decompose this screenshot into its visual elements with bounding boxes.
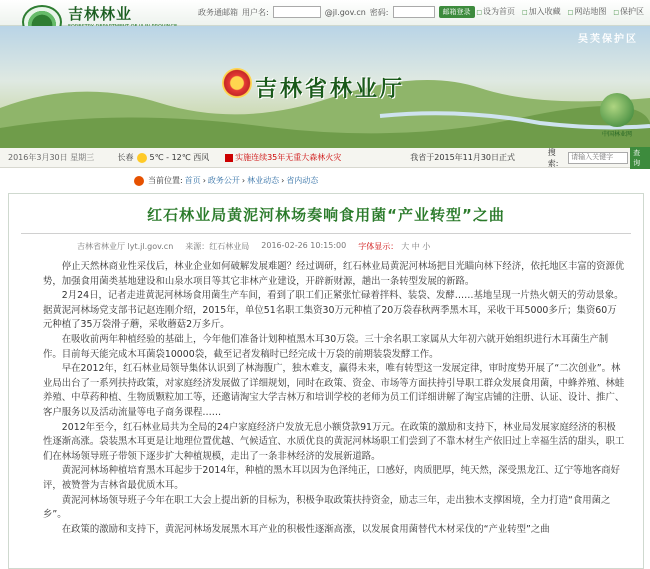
china-forestry-label: 中国林业网 [601, 131, 632, 138]
article [8, 193, 644, 569]
news-ticker: 我省于2015年11月30日正式 [410, 153, 516, 162]
china-forestry-link[interactable] [594, 93, 640, 138]
font-size-options[interactable]: 大 中 小 [401, 242, 431, 251]
article-title: 红石林业局黄泥河林场奏响食用菌“产业转型”之曲 [147, 206, 505, 224]
font-size-label: 字体显示： [358, 242, 399, 251]
username-input[interactable] [273, 6, 321, 18]
username-label: 用户名: [242, 7, 269, 17]
password-input[interactable] [393, 6, 435, 18]
breadcrumb-home[interactable]: 首页 [184, 176, 201, 185]
top-links [476, 6, 644, 17]
paragraph: 在政策的激励和支持下，黄泥河林场发展黑木耳产业的积极性逐渐高涨，以发展食用菌替代木材采伐的“产业转型”之曲 [61, 523, 550, 535]
paragraph: 在吸收前两年种植经验的基础上，今年他们准备计划种植黑木耳30万袋。三十余名职工家属从大年初六就开始组织进行木耳菌生产制作。目前每天能完成木耳菌袋10000袋，截至记者发稿时已经完成十万袋的前期装袋发酵工作。 [43, 333, 609, 360]
title-divider [21, 233, 631, 234]
notice-text: 实施连续35年无重大森林火灾 [235, 153, 342, 162]
article-time: 2016-02-26 10:15:00 [261, 241, 347, 250]
paragraph: 黄泥河林场种植培育黑木耳起步于2014年，种植的黑木耳以因为色泽纯正，口感好，肉质肥厚，纯天然，深受黑龙江、辽宁等地客商好评，被赞誉为吉林省最优质木耳。 [43, 465, 621, 491]
add-favorite-link[interactable]: □ 加入收藏 [522, 6, 561, 17]
banner-tag: 吴芙保护区 [578, 34, 638, 45]
set-homepage-link[interactable]: □ 设为首页 [476, 6, 515, 17]
paragraph: 2月24日，记者走进黄泥河林场食用菌生产车间，看到了职工们正紧张忙碌着拌料、装袋、发酵……基地呈现一片热火朝天的劳动景象。据黄泥河林场党支部书记赵连刚介绍，2015年，单位51名职工集资30万元种植了20万袋春秋两季黑木耳，采收干耳5000多斤；集资60万元种植了35万袋滑子蘑，采收蘑菇2万多斤。 [43, 290, 624, 331]
banner [0, 26, 650, 148]
logo-name: 吉林林业 [68, 5, 133, 23]
weather-temp: 5℃ - 12℃ 西风 [149, 153, 210, 162]
breadcrumb-prefix: 当前位置: [148, 176, 183, 185]
site-map-link[interactable]: □ 网站地图 [568, 6, 607, 17]
sun-icon [137, 153, 147, 163]
password-label: 密码: [369, 7, 389, 17]
domain-suffix: @jl.gov.cn [324, 7, 366, 17]
mail-login-label: 政务通邮箱 [198, 7, 238, 17]
article-site: 吉林省林业厅 lyt.jl.gov.cn [77, 242, 174, 251]
paragraph: 停止天然林商业性采伐后，林业企业如何破解发展难题？经过调研，红石林业局黄泥河林场把目光瞄向林下经济，依托地区丰富的资源优势，加强食用菌类基地建设和山泉水项目等其它非林产业建设，开辟新财源，趟出一条转型发展的新路。 [43, 261, 625, 287]
breadcrumb [134, 175, 318, 186]
paragraph: 黄泥河林场领导班子今年在职工大会上提出新的目标为，积极争取政策扶持资金，励志三年，走出独木支撑困境，全力打造“食用菌之乡”。 [43, 494, 611, 521]
reserve-link[interactable]: □ 保护区 [613, 6, 644, 17]
breadcrumb-separator: › [281, 176, 285, 185]
china-forestry-icon [600, 93, 634, 127]
top-bar [0, 0, 650, 26]
article-origin: 来源：红石林业局 [185, 242, 250, 251]
scrolling-notice[interactable] [225, 152, 410, 163]
location-icon [134, 176, 144, 186]
article-body [9, 252, 643, 537]
page-title: 吉林省林业厅 [255, 77, 406, 102]
national-emblem-icon [222, 68, 252, 98]
breadcrumb-separator: › [241, 176, 246, 185]
breadcrumb-gov-affairs[interactable]: 政务公开 [207, 176, 240, 185]
mail-login [198, 6, 475, 18]
article-meta [9, 241, 643, 252]
breadcrumb-separator: › [202, 176, 206, 185]
weather-city: 长春 [117, 153, 134, 162]
search-label: 搜索: [547, 147, 559, 168]
current-date: 2016年3月30日 星期三 [8, 153, 95, 162]
paragraph: 2012年至今，红石林业局共为全局的24户家庭经济户发放无息小额贷款91万元。在政策的激励和支持下，林业局发展家庭经济的积极性逐渐高涨。袋装黑木耳更是让地理位置优越、气候适宜、水质优良的黄泥河林场职工们尝到了不靠木材生产依旧过上幸福生活的甜头，职工们在林场领导班子带领下逐步扩大种植规模，走出了一条非林经济的发展新道路。 [43, 421, 625, 462]
paragraph: 早在2012年，红石林业局领导集体认识到了林海腹广，独木难支，赢得未来，唯有转型这一发展定律，审时度势开展了“二次创业”。林业局出台了一系列扶持政策，对家庭经济发展做了详细规划，同时在政策、资金、市场等方面扶持引导职工群众发展食用菌，中蜂养殖、林蛙养殖、中草药种植、生物质颗粒加工等，还邀请淘宝大学吉林万和培训学校的老师为员工们详细讲解了淘宝店铺的注册、认证、设计、推广、客户服务以及活动流量等电子商务课程…… [43, 363, 625, 418]
search-input[interactable] [568, 152, 628, 164]
breadcrumb-forestry-news[interactable]: 林业动态 [247, 176, 280, 185]
notice-icon [225, 154, 233, 162]
info-bar [0, 148, 650, 168]
search-button[interactable]: 查询 [630, 147, 650, 169]
mail-login-button[interactable]: 邮箱登录 [439, 6, 475, 18]
site-search [548, 147, 650, 169]
weather [118, 152, 226, 163]
breadcrumb-provincial-news[interactable]: 省内动态 [286, 176, 319, 185]
